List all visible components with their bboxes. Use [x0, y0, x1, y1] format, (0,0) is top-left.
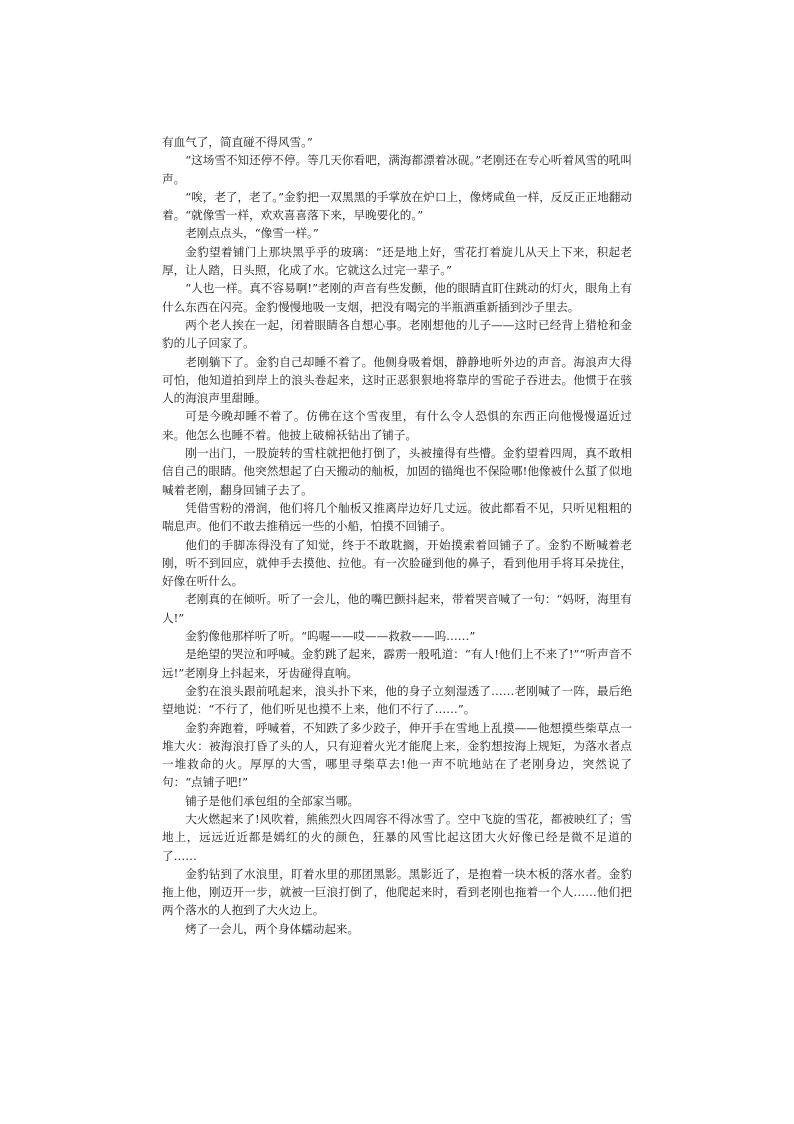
paragraph: 烤了一会儿，两个身体蠕动起来。	[185, 921, 360, 936]
paragraph: 是绝望的哭泣和呼喊。金豹跳了起来，霹雳一般吼道：“有人!他们上不来了!”“听声音不远!”老刚身上抖起来，牙齿碰得直响。	[162, 647, 632, 680]
paragraph: 老刚真的在倾听。听了一会儿，他的嘴巴颤抖起来，带着哭音喊了一句：“妈呀，海里有人!”	[162, 592, 632, 625]
paragraph: 可是今晚却睡不着了。仿佛在这个雪夜里，有什么令人恐惧的东西正向他慢慢逼近过来。他怎么也睡不着。他披上破棉袄钻出了铺子。	[162, 409, 632, 442]
paragraph: “人也一样。真不容易啊!”老刚的声音有些发颤，他的眼睛直盯住跳动的灯火，眼角上有什么东西在闪亮。金豹慢慢地吸一支烟，把没有喝完的半瓶酒重新插到沙子里去。	[162, 281, 632, 314]
paragraph: 金豹像他那样听了听。“呜喔——哎——救救——呜……”	[185, 629, 476, 644]
paragraph: 金豹望着铺门上那块黑乎乎的玻璃：“还是地上好，雪花打着旋儿从天上下来，积起老厚，让人踏，日头照，化成了水。它就这么过完一辈子。”	[162, 244, 632, 278]
paragraph: 老刚躺下了。金豹自己却睡不着了。他侧身吸着烟，静静地听外边的声音。海浪声大得可怕，他知道拍到岸上的浪头卷起来，这时正恶狠狠地将靠岸的雪砣子吞进去。他惯于在骇人的海浪声里甜睡。	[162, 354, 632, 406]
paragraph: 铺子是他们承包组的全部家当哪。	[185, 793, 360, 808]
paragraph: 大火燃起来了!风吹着，熊熊烈火四周容不得冰雪了。空中飞旋的雪花，都被映红了；雪地上，远远近近都是嫣红的火的颜色，狂暴的风雪比起这团大火好像已经是微不足道的了……	[162, 811, 632, 863]
paragraph: 刚一出门，一股旋转的雪柱就把他打倒了，头被撞得有些懵。金豹望着四周，真不敢相信自己的眼睛。他突然想起了白天搬动的舢板，加固的锚绳也不保险哪!他像被什么蜇了似地喊着老刚，翻身回铺子去了。	[162, 446, 632, 497]
paragraph: 有血气了，简直碰不得风雪。”	[162, 135, 313, 149]
paragraph: 他们的手脚冻得没有了知觉，终于不敢耽搁，开始摸索着回铺子了。金豹不断喊着老刚，听不到回应，就伸手去摸他、拉他。有一次脸碰到他的鼻子，看到他用手将耳朵拢住，好像在听什么。	[162, 537, 632, 589]
document-body	[162, 133, 632, 938]
paragraph: 两个老人挨在一起，闭着眼睛各自想心事。老刚想他的儿子——这时已经背上猎枪和金豹的儿子回家了。	[162, 317, 632, 351]
paragraph: “唉，老了，老了。”金豹把一双黑黑的手掌放在炉口上，像烤咸鱼一样，反反正正地翻动着。“就像雪一样，欢欢喜喜落下来，早晚要化的。”	[162, 189, 632, 223]
paragraph: 凭借雪粉的滑润，他们将几个舢板又推离岸边好几丈远。彼此都看不见，只听见粗粗的喘息声。他们不敢去推稍远一些的小船，怕摸不回铺子。	[162, 500, 632, 534]
paragraph: 老刚点点头，“像雪一样。”	[185, 226, 319, 241]
paragraph: 金豹钻到了水浪里，盯着水里的那团黑影。黑影近了，是抱着一块木板的落水者。金豹拖上他，刚迈开一步，就被一巨浪打倒了，他爬起来时，看到老刚也拖着一个人……他们把两个落水的人抱到了大火边上。	[162, 866, 632, 918]
paragraph: 金豹奔跑着，呼喊着，不知跌了多少跤子，伸开手在雪地上乱摸——他想摸些柴草点一堆大火：被海浪打昏了头的人，只有迎着火光才能爬上来，金豹想按海上规矩，为落水者点一堆救命的火。厚厚的大雪，哪里寻柴草去!他一声不吭地站在了老刚身边，突然说了句：“点铺子吧!”	[162, 720, 632, 790]
paragraph: 金豹在浪头跟前吼起来，浪头扑下来，他的身子立刻湿透了……老刚喊了一阵，最后绝望地说：“不行了，他们听见也摸不上来，他们不行了……”。	[162, 683, 632, 717]
paragraph: “这场雪不知还停不停。等几天你看吧，满海都漂着冰砚。”老刚还在专心听着风雪的吼叫声。	[162, 153, 632, 186]
